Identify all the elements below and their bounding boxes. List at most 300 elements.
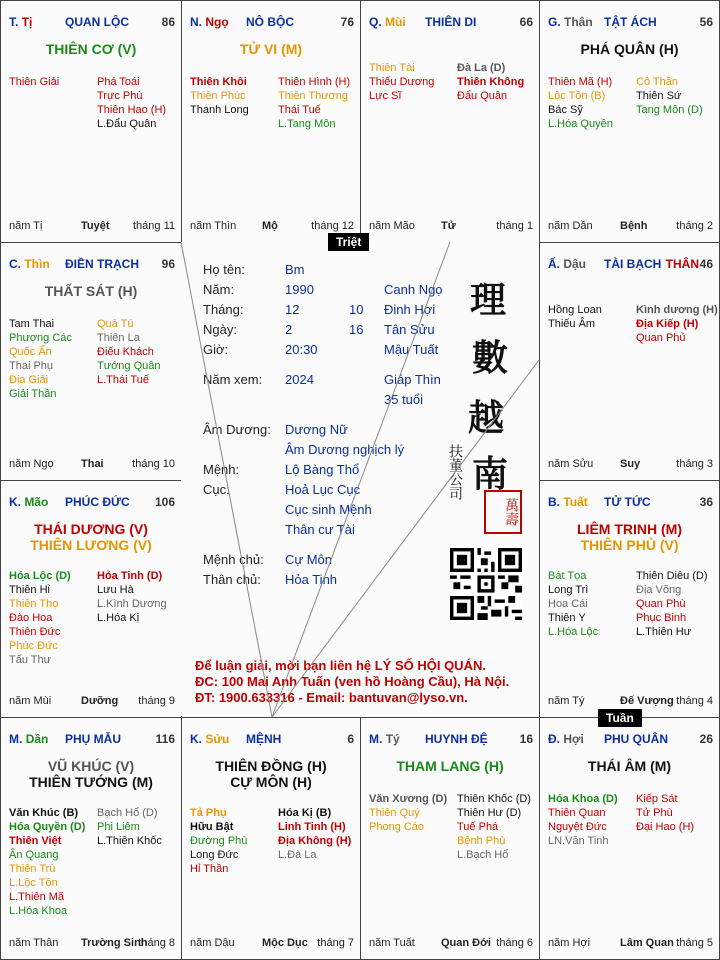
- palace-month: tháng 8: [138, 937, 175, 949]
- gio-label: Giờ:: [203, 342, 229, 357]
- minor-star: L.Hóa Lộc: [548, 626, 599, 638]
- minor-star: Kình dương (H): [636, 304, 718, 316]
- minor-star: Thiên Thọ: [9, 598, 59, 610]
- minor-star: Hóa Lộc (D): [9, 570, 71, 582]
- minor-star: Hỉ Thần: [190, 863, 229, 875]
- nam-label: Năm:: [203, 282, 235, 297]
- palace-suu[interactable]: [181, 717, 361, 960]
- palace-footer: [9, 220, 175, 234]
- palace-stem: K.: [9, 495, 21, 509]
- minor-star: Địa Kiếp (H): [636, 318, 699, 330]
- minor-star: Thiên Sứ: [636, 90, 682, 102]
- calligraphy-char-3: 越: [468, 397, 505, 439]
- palace-footer: [369, 220, 533, 234]
- minor-star: Lưu Hà: [97, 584, 134, 596]
- palace-header: [9, 257, 175, 271]
- nam-xem-label: Năm xem:: [203, 372, 263, 387]
- palace-score: 96: [161, 257, 175, 271]
- nam-can-chi: Canh Ngọ: [384, 282, 443, 297]
- palace-phase: Lâm Quan: [620, 937, 674, 949]
- palace-branch: Tị: [21, 15, 33, 29]
- palace-year: năm Dậu: [190, 937, 235, 949]
- minor-star: Đẩu Quân: [457, 90, 508, 102]
- palace-phase: Đế Vượng: [620, 695, 674, 707]
- palace-branch: Thìn: [24, 257, 50, 271]
- palace-mui[interactable]: [360, 0, 540, 243]
- thang-label: Tháng:: [203, 302, 244, 317]
- palace-phase: Dưỡng: [81, 695, 119, 707]
- minor-star: Bạch Hổ (D): [97, 807, 158, 819]
- contact-address: ĐC: 100 Mai Anh Tuấn (ven hồ Hoàng Cầu), Hà Nội.: [195, 674, 510, 689]
- minor-star: L.Thiên Mã: [9, 891, 65, 903]
- minor-star: Đường Phù: [190, 835, 248, 847]
- minor-star: Quan Phù: [636, 598, 686, 610]
- minor-star: Thiên La: [97, 332, 140, 344]
- palace-year: năm Hợi: [548, 937, 591, 949]
- calligraphy-side-chars: 扶董公司: [447, 444, 463, 500]
- palace-ty[interactable]: [360, 717, 540, 960]
- minor-star: Hóa Khoa (D): [548, 793, 618, 805]
- palace-footer: [9, 695, 175, 709]
- palace-header: [548, 257, 713, 271]
- thang-can-chi: Đinh Hợi: [384, 302, 436, 317]
- palace-branch: Thân: [564, 15, 593, 29]
- calligraphy-char-2: 數: [472, 337, 509, 379]
- minor-star: Thiên Thương: [278, 90, 349, 102]
- minor-stars-right: [636, 569, 708, 639]
- minor-star: Thiên Giải: [9, 76, 60, 88]
- palace-stem: T.: [9, 15, 19, 29]
- palace-score: 16: [519, 732, 533, 746]
- palace-month: tháng 5: [676, 937, 713, 949]
- minor-star: Hóa Quyền (D): [9, 821, 86, 833]
- menh-chu-value: Cự Môn: [285, 552, 332, 567]
- minor-stars-left: [9, 317, 72, 401]
- minor-star: Ân Quang: [9, 849, 59, 861]
- palace-name: HUYNH ĐỆ: [425, 732, 488, 746]
- palace-score: 66: [519, 15, 533, 29]
- main-star: LIÊM TRINH (M): [577, 521, 682, 537]
- minor-star: Giải Thần: [9, 388, 57, 400]
- tuan-tag: Tuần: [598, 709, 642, 727]
- palace-name: TẬT ÁCH: [604, 15, 657, 29]
- minor-star: Phong Cáo: [369, 821, 425, 833]
- palace-stem: M.: [9, 732, 23, 746]
- cuc-value-3: Thân cư Tài: [285, 522, 355, 537]
- palace-header: [190, 15, 354, 29]
- main-star: TỬ VI (M): [239, 41, 303, 57]
- palace-phase: Mộ: [262, 220, 278, 232]
- minor-stars-right: [278, 806, 351, 862]
- palace-score: 116: [155, 732, 175, 746]
- minor-star: Thái Tuế: [278, 104, 321, 116]
- ngay-label: Ngày:: [203, 322, 237, 337]
- palace-month: tháng 2: [676, 220, 713, 232]
- minor-star: Bác Sỹ: [548, 104, 583, 116]
- thang-am: 10: [349, 302, 364, 317]
- palace-month: tháng 7: [317, 937, 354, 949]
- minor-star: Hoa Cái: [548, 598, 588, 610]
- main-stars: [361, 758, 539, 774]
- minor-stars-right: [457, 792, 531, 862]
- nam-xem-can-chi: Giáp Thìn: [384, 372, 441, 387]
- minor-stars-left: [9, 806, 85, 918]
- palace-footer: [9, 458, 175, 472]
- main-stars: [182, 41, 360, 57]
- palace-stem: M.: [369, 732, 383, 746]
- minor-star: Quan Phủ: [636, 332, 686, 344]
- minor-star: Địa Không (H): [278, 835, 352, 847]
- main-stars: [1, 283, 181, 299]
- cuc-value-2: Cục sinh Mệnh: [285, 502, 372, 517]
- minor-star: Thiên Tài: [369, 62, 415, 74]
- minor-star: Phượng Các: [9, 332, 72, 344]
- palace-stem: G.: [548, 15, 561, 29]
- palace-than[interactable]: [539, 0, 720, 243]
- minor-stars-right: [457, 61, 524, 103]
- minor-star: L.Hóa Quyền: [548, 118, 613, 130]
- minor-star: Quốc Ấn: [9, 346, 52, 358]
- palace-month: tháng 3: [676, 458, 713, 470]
- palace-hoi[interactable]: [539, 717, 720, 960]
- palace-phase: Mộc Dục: [262, 937, 308, 949]
- minor-star: L.Thiên Khốc: [97, 835, 162, 847]
- minor-star: Tuế Phá: [457, 821, 499, 833]
- palace-phase: Tuyệt: [81, 220, 110, 232]
- am-duong-label: Âm Dương:: [203, 422, 271, 437]
- palace-footer: [9, 937, 175, 951]
- minor-star: Thiên Khôi: [190, 76, 247, 88]
- main-star: CỰ MÔN (H): [230, 774, 312, 790]
- palace-header: [369, 732, 533, 746]
- palace-header: [548, 15, 713, 29]
- ngay-am: 16: [349, 322, 364, 337]
- palace-footer: [548, 458, 713, 472]
- minor-star: Phi Liêm: [97, 821, 140, 833]
- palace-branch: Hợi: [563, 732, 584, 746]
- palace-branch: Tý: [385, 732, 400, 746]
- than-chu-label: Thân chủ:: [203, 572, 261, 587]
- palace-footer: [369, 937, 533, 951]
- minor-star: Linh Tinh (H): [278, 821, 346, 833]
- main-stars: [540, 41, 719, 57]
- minor-star: Long Đức: [190, 849, 239, 861]
- palace-name: ĐIỀN TRẠCH: [65, 257, 139, 271]
- contact-phone-email[interactable]: ĐT: 1900.633316 - Email: bantuvan@lyso.vn.: [195, 690, 468, 705]
- palace-dau[interactable]: [539, 242, 720, 481]
- minor-star: Lực Sĩ: [369, 90, 402, 102]
- palace-phase: Tử: [441, 220, 456, 232]
- minor-star: Thiên Hao (H): [97, 104, 167, 116]
- minor-star: Hữu Bật: [190, 821, 234, 833]
- palace-footer: [548, 220, 713, 234]
- palace-year: năm Mão: [369, 220, 415, 232]
- palace-year: năm Sửu: [548, 458, 594, 470]
- minor-stars-left: [548, 75, 613, 131]
- palace-footer: [548, 937, 713, 951]
- minor-stars-right: [97, 75, 166, 131]
- palace-name: TỬ TỨC: [604, 495, 651, 509]
- minor-star: Trực Phù: [97, 90, 143, 102]
- minor-star: Thiên Việt: [9, 835, 62, 847]
- minor-star: Lộc Tồn (B): [548, 90, 606, 102]
- palace-year: năm Tý: [548, 695, 585, 707]
- palace-branch: Mão: [24, 495, 49, 509]
- minor-stars-left: [548, 792, 618, 848]
- minor-star: Thiên Mã (H): [548, 76, 613, 88]
- palace-header: [548, 732, 713, 746]
- minor-stars-left: [190, 806, 247, 876]
- palace-score: 6: [347, 732, 354, 746]
- minor-star: Thiếu Âm: [548, 318, 596, 330]
- ngay-value: 2: [285, 322, 293, 337]
- minor-star: L.Đẩu Quân: [97, 118, 157, 130]
- red-seal-stamp: 萬壽: [484, 490, 522, 534]
- triet-tag: Triệt: [328, 233, 369, 251]
- palace-header: [190, 732, 354, 746]
- am-duong-value-2: Âm Dương nghịch lý: [285, 442, 405, 457]
- palace-year: năm Thân: [9, 937, 59, 949]
- minor-star: Địa Giải: [9, 374, 49, 386]
- minor-star: Văn Xương (D): [369, 793, 448, 805]
- minor-star: Tấu Thư: [9, 654, 52, 666]
- minor-star: LN.Văn Tinh: [548, 835, 609, 847]
- calligraphy-char-4: 南: [472, 453, 509, 495]
- minor-star: Đào Hoa: [9, 612, 53, 624]
- palace-phase: Trường Sinh: [81, 937, 148, 949]
- palace-branch: Dậu: [563, 257, 587, 271]
- palace-phase: Thai: [81, 458, 104, 470]
- palace-month: tháng 9: [138, 695, 175, 707]
- palace-month: tháng 12: [311, 220, 354, 232]
- palace-year: năm Ngọ: [9, 458, 54, 470]
- minor-star: Thiên Đức: [9, 626, 61, 638]
- main-star: THIÊN TƯỚNG (M): [29, 774, 153, 790]
- palace-month: tháng 1: [496, 220, 533, 232]
- palace-stem: N.: [190, 15, 202, 29]
- main-star: THIÊN LƯƠNG (V): [30, 537, 152, 553]
- palace-stem: C.: [9, 257, 21, 271]
- palace-tuat[interactable]: [539, 480, 720, 718]
- gio-can-chi: Mậu Tuất: [384, 342, 439, 357]
- minor-star: Thiên Hình (H): [278, 76, 351, 88]
- minor-stars-right: [636, 75, 703, 117]
- minor-stars-left: [548, 303, 602, 331]
- palace-year: năm Tị: [9, 220, 43, 232]
- minor-stars-right: [97, 569, 167, 625]
- palace-month: tháng 11: [132, 220, 175, 232]
- minor-star: Thiên Trù: [9, 863, 56, 875]
- minor-star: Thiên Diêu (D): [636, 570, 708, 582]
- palace-dan[interactable]: [0, 717, 182, 960]
- than-chu-value: Hỏa Tinh: [285, 572, 338, 587]
- main-star: THIÊN CƠ (V): [45, 41, 137, 57]
- minor-star: Thiên Quý: [369, 807, 420, 819]
- minor-star: Địa Võng: [636, 584, 682, 596]
- minor-stars-right: [636, 303, 718, 345]
- minor-stars-left: [369, 61, 434, 103]
- minor-star: Tả Phụ: [190, 807, 227, 819]
- minor-star: Thanh Long: [190, 104, 249, 116]
- minor-stars-left: [369, 792, 447, 834]
- minor-star: Thiếu Dương: [369, 76, 435, 88]
- palace-score: 26: [699, 732, 713, 746]
- minor-star: Thiên Hỉ: [9, 584, 50, 596]
- minor-star: Thiên Hư (D): [457, 807, 522, 819]
- menh-chu-label: Mệnh chủ:: [203, 552, 264, 567]
- palace-phase: Bệnh: [620, 220, 648, 232]
- nam-xem-value: 2024: [285, 372, 314, 387]
- palace-ngo[interactable]: [181, 0, 361, 243]
- minor-star: Tướng Quân: [97, 360, 161, 372]
- minor-star: L.Thiên Hư: [636, 626, 692, 638]
- minor-star: Bệnh Phù: [457, 835, 506, 847]
- minor-stars-right: [97, 806, 162, 848]
- minor-star: Phá Toái: [97, 76, 140, 88]
- palace-header: [9, 495, 175, 509]
- main-stars: [1, 41, 181, 57]
- palace-score: 46: [699, 257, 713, 271]
- palace-name: QUAN LỘC: [65, 15, 129, 29]
- minor-star: Thiên Quan: [548, 807, 606, 819]
- minor-star: Bát Tọa: [548, 570, 587, 582]
- palace-year: năm Dần: [548, 220, 593, 232]
- palace-phase: Quan Đới: [441, 937, 491, 949]
- palace-score: 56: [699, 15, 713, 29]
- main-stars: [1, 521, 181, 553]
- minor-star: Quả Tú: [97, 318, 134, 330]
- palace-footer: [190, 220, 354, 234]
- minor-stars-left: [190, 75, 249, 117]
- palace-score: 106: [154, 495, 175, 509]
- palace-footer: [548, 695, 713, 709]
- main-star: THÁI ÂM (M): [587, 758, 672, 774]
- palace-year: năm Mùi: [9, 695, 52, 707]
- minor-star: L.Hóa Kị: [97, 612, 140, 624]
- palace-year: năm Tuất: [369, 937, 415, 949]
- palace-header: [9, 732, 175, 746]
- main-star: THIÊN PHỦ (V): [580, 537, 679, 553]
- palace-branch: Tuất: [563, 495, 588, 509]
- palace-stem: B.: [548, 495, 560, 509]
- minor-star: L.Hóa Khoa: [9, 905, 68, 917]
- minor-star: L.Thái Tuế: [97, 374, 149, 386]
- minor-stars-left: [9, 75, 59, 89]
- palace-thin[interactable]: [0, 242, 182, 481]
- minor-star: Long Trì: [548, 584, 589, 596]
- tuoi-value: 35 tuổi: [384, 392, 424, 407]
- palace-stem: Đ.: [548, 732, 560, 746]
- palace-score: 86: [161, 15, 175, 29]
- main-star: PHÁ QUÂN (H): [580, 41, 679, 57]
- am-duong-value: Dương Nữ: [285, 422, 348, 437]
- minor-star: Đà La (D): [457, 62, 506, 74]
- main-stars: [1, 758, 181, 790]
- palace-header: [9, 15, 175, 29]
- palace-header: [548, 495, 713, 509]
- minor-star: Nguyệt Đức: [548, 821, 607, 833]
- minor-star: Thiên Không: [457, 76, 525, 88]
- palace-month: tháng 6: [496, 937, 533, 949]
- minor-stars-left: [9, 569, 71, 667]
- ho-ten-value: Bm: [285, 262, 305, 277]
- palace-name: PHU QUÂN: [604, 732, 669, 746]
- minor-star: Thiên Khốc (D): [457, 793, 531, 805]
- minor-star: Cô Thần: [636, 76, 678, 88]
- main-stars: [182, 758, 360, 790]
- gio-value: 20:30: [285, 342, 318, 357]
- palace-footer: [190, 937, 354, 951]
- minor-star: Hồng Loan: [548, 304, 602, 316]
- minor-star: Kiếp Sát: [636, 793, 678, 805]
- main-star: THIÊN ĐỒNG (H): [215, 758, 327, 774]
- minor-star: Thai Phụ: [9, 360, 54, 372]
- palace-mao[interactable]: [0, 480, 182, 718]
- minor-stars-right: [636, 792, 694, 834]
- palace-stem: K.: [190, 732, 202, 746]
- qr-code-icon[interactable]: [450, 548, 522, 620]
- minor-star: L.Kình Dương: [97, 598, 167, 610]
- minor-stars-right: [97, 317, 161, 387]
- minor-star: Tử Phù: [636, 807, 673, 819]
- minor-star: Phục Binh: [636, 612, 687, 624]
- palace-branch: Dần: [25, 732, 49, 746]
- palace-stem: Q.: [369, 15, 382, 29]
- minor-star: Thiên Y: [548, 612, 586, 624]
- nam-value: 1990: [285, 282, 314, 297]
- palace-header: [369, 15, 533, 29]
- palace-branch: Ngọ: [205, 15, 229, 29]
- main-stars: [540, 521, 719, 553]
- main-stars: [540, 758, 719, 774]
- minor-star: L.Tang Môn: [278, 118, 336, 130]
- contact-line-1: Để luận giải, mời bạn liên hệ LÝ SỐ HỘI QUÁN.: [195, 658, 486, 673]
- minor-star: L.Lộc Tồn: [9, 877, 58, 889]
- palace-stem: Ấ.: [548, 257, 560, 271]
- palace-branch: Sửu: [205, 732, 230, 746]
- minor-stars-right: [278, 75, 350, 131]
- main-star: THAM LANG (H): [396, 758, 504, 774]
- palace-name: TÀI BẠCH: [604, 257, 662, 271]
- palace-branch: Mùi: [385, 15, 406, 29]
- cuc-value: Hoả Lục Cục: [285, 482, 361, 497]
- minor-star: Điếu Khách: [97, 346, 154, 358]
- main-star: THẤT SÁT (H): [44, 283, 138, 299]
- palace-score: 36: [699, 495, 713, 509]
- minor-star: Thiên Phúc: [190, 90, 246, 102]
- menh-value: Lộ Bàng Thổ: [285, 462, 360, 477]
- palace-name: NÔ BỘC: [246, 15, 294, 29]
- main-star: THÁI DƯƠNG (V): [34, 521, 148, 537]
- palace-phase: Suy: [620, 458, 641, 470]
- minor-star: Hỏa Tinh (D): [97, 570, 163, 582]
- minor-star: Đại Hao (H): [636, 821, 695, 833]
- palace-name: PHỤ MẪU: [65, 732, 121, 746]
- thang-value: 12: [285, 302, 300, 317]
- minor-star: Văn Khúc (B): [9, 807, 79, 819]
- palace-month: tháng 4: [676, 695, 713, 707]
- palace-score: 76: [340, 15, 354, 29]
- palace-name: MỆNH: [246, 732, 282, 746]
- minor-star: L.Bạch Hổ: [457, 849, 509, 861]
- cuc-label: Cục:: [203, 482, 230, 497]
- menh-label: Mệnh:: [203, 462, 240, 477]
- palace-year: năm Thìn: [190, 220, 237, 232]
- ho-ten-label: Họ tên:: [203, 262, 245, 277]
- palace-name: PHÚC ĐỨC: [65, 495, 130, 509]
- palace-name: THIÊN DI: [425, 15, 477, 29]
- palace-ti[interactable]: [0, 0, 182, 243]
